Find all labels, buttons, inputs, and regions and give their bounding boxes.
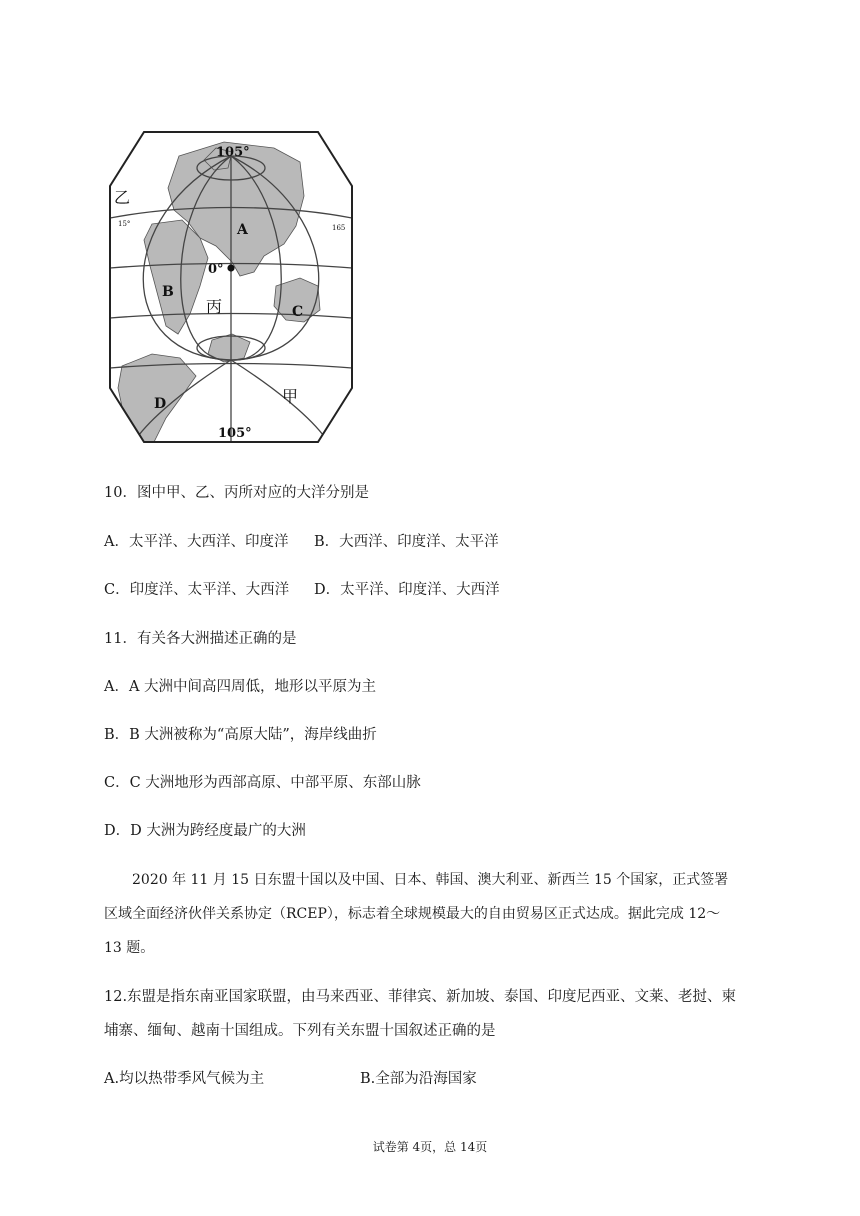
q10-option-d: D．太平洋、印度洋、大西洋 [314, 582, 500, 598]
q11-option-d: D．D 大洲为跨经度最广的大洲 [104, 823, 306, 839]
q11-option-b: B．B 大洲被称为“高原大陆”，海岸线曲折 [104, 727, 377, 743]
q11-option-a: A．A 大洲中间高四周低，地形以平原为主 [104, 679, 377, 695]
q10-option-a: A．太平洋、大西洋、印度洋 [104, 534, 289, 550]
map-graphic [104, 126, 358, 448]
q12-option-a: A.均以热带季风气候为主 [104, 1071, 265, 1087]
continent-label-d: D [154, 396, 167, 412]
continent-label-b: B [162, 284, 174, 300]
left-degree-marker: 15° [118, 220, 131, 228]
equator-label: 0° [208, 262, 224, 277]
page-footer: 试卷第 4页，总 14页 [372, 1140, 488, 1154]
passage-line-1: 2020 年 11 月 15 日东盟十国以及中国、日本、韩国、澳大利亚、新西兰 15 个国家，正式签署 [132, 872, 729, 888]
world-map-figure [104, 126, 358, 448]
q12-stem-line-2: 埔寨、缅甸、越南十国组成。下列有关东盟十国叙述正确的是 [104, 1023, 496, 1039]
top-meridian-label: 105° [216, 145, 250, 160]
q10-option-b: B．大西洋、印度洋、太平洋 [314, 534, 499, 550]
q12-option-b: B.全部为沿海国家 [360, 1071, 477, 1087]
q11-option-c: C．C 大洲地形为西部高原、中部平原、东部山脉 [104, 775, 421, 791]
right-degree-marker: 165 [332, 224, 346, 232]
q12-stem-line-1: 12.东盟是指东南亚国家联盟，由马来西亚、菲律宾、新加坡、泰国、印度尼西亚、文莱、老挝、柬 [104, 989, 737, 1005]
bottom-meridian-label: 105° [218, 426, 252, 441]
ocean-label-bing: 丙 [206, 297, 223, 316]
continent-label-c: C [292, 304, 304, 320]
q10-stem: 10．图中甲、乙、丙所对应的大洋分别是 [104, 485, 369, 501]
q11-stem: 11．有关各大洲描述正确的是 [104, 631, 297, 647]
continent-label-a: A [237, 222, 248, 238]
passage-line-2: 区域全面经济伙伴关系协定（RCEP），标志着全球规模最大的自由贸易区正式达成。据此完成 12～ [104, 906, 721, 922]
passage-line-3: 13 题。 [104, 940, 155, 956]
ocean-label-jia: 甲 [282, 387, 299, 406]
q10-option-c: C．印度洋、太平洋、大西洋 [104, 582, 290, 598]
ocean-label-yi: 乙 [114, 188, 131, 207]
